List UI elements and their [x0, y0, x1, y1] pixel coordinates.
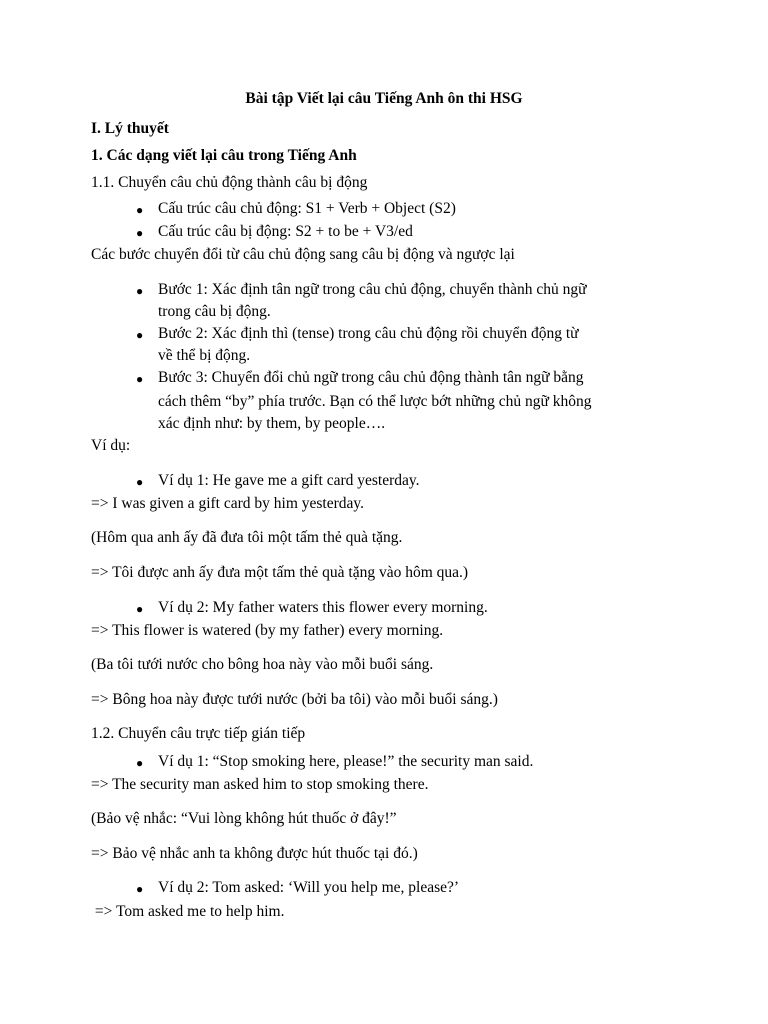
section-heading: I. Lý thuyết — [91, 120, 169, 137]
bullet-marker: ● — [136, 284, 144, 298]
paragraph: => I was given a gift card by him yesterday. — [91, 495, 365, 512]
list-item: về thể bị động. — [158, 347, 251, 364]
paragraph: (Bảo vệ nhắc: “Vui lòng không hút thuốc ở đây!” — [91, 810, 397, 827]
bullet-marker: ● — [136, 372, 144, 386]
bullet-marker: ● — [136, 203, 144, 217]
list-item: Cấu trúc câu bị động: S2 + to be + V3/ed — [158, 223, 413, 240]
paragraph: => Bông hoa này được tưới nước (bởi ba tôi) vào mỗi buổi sáng.) — [91, 691, 498, 708]
list-item: xác định như: by them, by people…. — [158, 415, 386, 432]
document-title: Bài tập Viết lại câu Tiếng Anh ôn thi HSG — [245, 90, 523, 107]
paragraph: (Ba tôi tưới nước cho bông hoa này vào mỗi buổi sáng. — [91, 656, 434, 673]
paragraph: => The security man asked him to stop smoking there. — [91, 776, 429, 793]
paragraph: => Tôi được anh ấy đưa một tấm thẻ quà tặng vào hôm qua.) — [91, 564, 469, 581]
bullet-marker: ● — [136, 328, 144, 342]
list-item: Ví dụ 2: Tom asked: ‘Will you help me, please?’ — [158, 879, 460, 896]
list-item: cách thêm “by” phía trước. Bạn có thể lược bớt những chủ ngữ không — [158, 393, 592, 410]
paragraph: (Hôm qua anh ấy đã đưa tôi một tấm thẻ quà tặng. — [91, 529, 403, 546]
list-item: Cấu trúc câu chủ động: S1 + Verb + Object (S2) — [158, 200, 456, 217]
bullet-marker: ● — [136, 756, 144, 770]
bullet-marker: ● — [136, 882, 144, 896]
list-item: Ví dụ 1: “Stop smoking here, please!” the security man said. — [158, 753, 534, 770]
list-item: Bước 2: Xác định thì (tense) trong câu chủ động rồi chuyển động từ — [158, 325, 579, 342]
paragraph: => This flower is watered (by my father) every morning. — [91, 622, 444, 639]
list-item: Ví dụ 2: My father waters this flower every morning. — [158, 599, 488, 616]
bullet-marker: ● — [136, 226, 144, 240]
list-item: Ví dụ 1: He gave me a gift card yesterday. — [158, 472, 420, 489]
topic-heading: 1.1. Chuyển câu chủ động thành câu bị động — [91, 174, 368, 191]
subsection-heading: 1. Các dạng viết lại câu trong Tiếng Anh — [91, 147, 357, 164]
list-item: Bước 1: Xác định tân ngữ trong câu chủ động, chuyển thành chủ ngữ — [158, 281, 587, 298]
list-item: Bước 3: Chuyển đổi chủ ngữ trong câu chủ động thành tân ngữ bằng — [158, 369, 584, 386]
paragraph: => Tom asked me to help him. — [91, 903, 285, 920]
topic-heading: 1.2. Chuyển câu trực tiếp gián tiếp — [91, 725, 306, 742]
paragraph: Các bước chuyển đổi từ câu chủ động sang câu bị động và ngược lại — [91, 246, 515, 263]
bullet-marker: ● — [136, 475, 144, 489]
list-item: trong câu bị động. — [158, 303, 271, 320]
bullet-marker: ● — [136, 602, 144, 616]
paragraph: => Bảo vệ nhắc anh ta không được hút thuốc tại đó.) — [91, 845, 418, 862]
paragraph: Ví dụ: — [91, 437, 131, 454]
